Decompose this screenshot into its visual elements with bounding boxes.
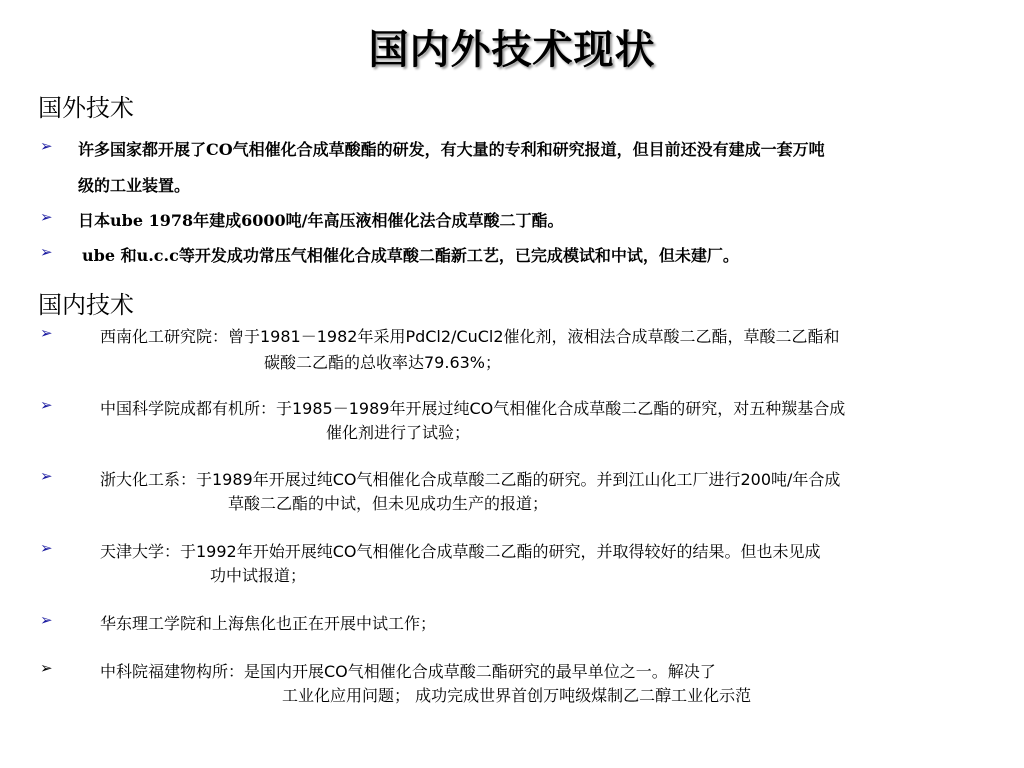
bullet-arrow-icon: ➢ [40,243,53,261]
domestic-item-4-line-1: 天津大学：于1992年开始开展纯CO气相催化合成草酸二乙酯的研究，并取得较好的结果。但也未见成 [100,542,821,561]
domestic-item-2-line-1: 中国科学院成都有机所：于1985－1989年开展过纯CO气相催化合成草酸二乙酯的研究，对五种羰基合成 [100,399,846,418]
domestic-item-1-line-1: 西南化工研究院：曾于1981－1982年采用PdCl2/CuCl2催化剂，液相法合成草酸二乙酯，草酸二乙酯和 [100,327,840,346]
bullet-arrow-icon: ➢ [40,539,53,557]
foreign-item-1-line-1: 许多国家都开展了CO气相催化合成草酸酯的研发，有大量的专利和研究报道，但目前还没有建成一套万吨 [78,140,825,159]
domestic-item-6-line-2: 工业化应用问题； 成功完成世界首创万吨级煤制乙二醇工业化示范 [282,686,752,705]
bullet-arrow-icon: ➢ [40,659,53,677]
domestic-item-2-line-2: 催化剂进行了试验； [326,423,471,442]
bullet-arrow-icon: ➢ [40,396,53,414]
bullet-arrow-icon: ➢ [40,467,53,485]
domestic-heading: 国内技术 [38,291,134,319]
domestic-item-3-line-1: 浙大化工系：于1989年开展过纯CO气相催化合成草酸二乙酯的研究。并到江山化工厂进行200吨/年合成 [100,470,841,489]
bullet-arrow-icon: ➢ [40,208,53,226]
bullet-arrow-icon: ➢ [40,137,53,155]
foreign-item-1-line-2: 级的工业装置。 [78,176,191,195]
domestic-item-1-line-2: 碳酸二乙酯的总收率达79.63%； [264,353,502,372]
slide-title: 国内外技术现状 [368,27,656,73]
bullet-arrow-icon: ➢ [40,324,53,342]
foreign-heading: 国外技术 [38,94,134,122]
foreign-item-3-line-1: ube 和u.c.c等开发成功常压气相催化合成草酸二酯新工艺，已完成模试和中试，但未建厂。 [82,246,739,265]
domestic-item-6-line-1: 中科院福建物构所：是国内开展CO气相催化合成草酸二酯研究的最早单位之一。解决了 [100,662,716,681]
domestic-item-3-line-2: 草酸二乙酯的中试，但未见成功生产的报道； [228,494,549,513]
foreign-item-2-line-1: 日本ube 1978年建成6000吨/年高压液相催化法合成草酸二丁酯。 [78,211,564,230]
domestic-item-5-line-1: 华东理工学院和上海焦化也正在开展中试工作； [100,614,437,633]
bullet-arrow-icon: ➢ [40,611,53,629]
domestic-item-4-line-2: 功中试报道； [210,566,307,585]
